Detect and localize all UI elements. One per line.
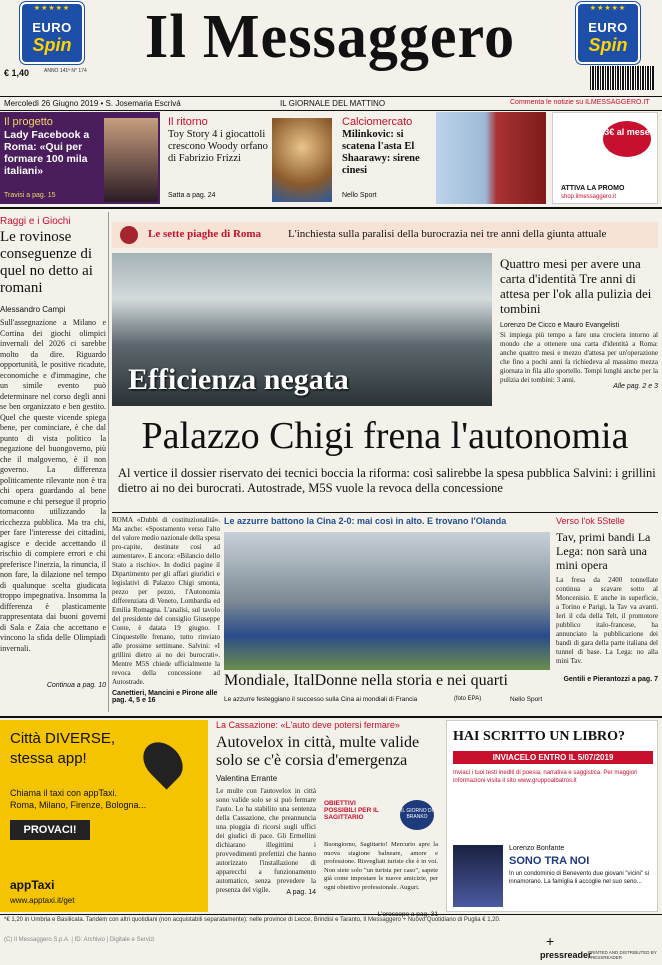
apptaxi-ad[interactable]: Città DIVERSE, stessa app! Chiama il taxi con appTaxi. Roma, Milano, Firenze, Bologna... PROVACI! appTaxi www.apptaxi.it/get — [0, 720, 208, 912]
side-story[interactable]: Quattro mesi per avere una carta d'identità Tre anni di attesa per l'ok alla pulizia dei tombini Lorenzo De Cicco e Mauro Evangelisti Si impiega più tempo a fare una crociera intorno al mondo che a ottenere una carta d'identità a Roma: anche quattro mesi e mezzo d'attesa per un'operazione che fino a pochi anni fa richiedeva al massimo mezza giornata in fila allo sportello. Tempi lunghi anche per la pulizia dei tombini: 3 anni. Alle pag. 2 e 3 — [500, 256, 658, 390]
stars-icon: ★★★★★ — [33, 5, 71, 12]
players-photo — [436, 112, 546, 204]
photo-caption: Efficienza negata — [128, 363, 349, 396]
tav-story[interactable]: Verso l'ok 5Stelle Tav, primi bandi La Lega: non sarà una mini opera La fresa da 2400 tonnellate continua a scavare sotto al Moncenisio. E anche in superficie, a Torino e Parigi, la Tav va avanti. Ieri il cda della Telt, il promotore pubblico italo-francese, ha annunciato la pubblicazione dei bandi di gara della parte italiana del tunnel di base. La Lega: no alla mini Tav. Gentili e Pierantozzi a pag. 7 — [556, 516, 658, 683]
social-link[interactable]: Commenta le notizie su ILMESSAGGERO.IT — [510, 99, 650, 106]
book-cover — [453, 845, 503, 907]
masthead-title: Il Messaggero — [144, 1, 516, 71]
teaser-photo — [104, 118, 158, 202]
subscription-promo[interactable]: 3€ al mese ATTIVA LA PROMO shop.ilmessaggero.it — [552, 112, 658, 204]
price: € 1,40 — [4, 68, 30, 78]
roma-shield-icon — [120, 226, 138, 244]
footer-notes: *€ 1,20 in Umbria e Basilicata. Tandem con altri quotidiani (non acquistabili separatamente): nelle province di Lecce, Brindisi e Taranto, Il Messaggero + Nuovo Quotidiano di Puglia € 1,20. — [4, 917, 501, 923]
left-column-title: Le rovinose conseguenze di quel no detto ai romani — [0, 229, 93, 296]
headline-body: ROMA «Dubbi di costituzionalità». Ma anche: «Spostamento verso l'alto del valore medio nazionale della spesa pro-capite, destinate così ad aumentare». E ancora: «Bilancio dello Stato a rischio». In dodici pagine il Dipartimento per gli affari giuridici e legislativi di Palazzo Chigi smonta, pezzo per pezzo, l'Autonomia differenziata di Veneto, Lombardia ed Emilia Romagna. L'analisi, sul tavolo del presidente del consiglio Giuseppe Conte, è datata 19 giugno. I Cinquestelle frenano, tutto rinviato alle prossime settimane. Salvini: «I grillini dietro ai no dei burocrati». Mentre M5S chiede ufficialmente la revoca della concessione ad Autostrade. Canettieri, Mancini e Pirone alle pag. 4, 5 e 16 — [112, 516, 220, 704]
barcode — [590, 66, 654, 90]
left-column: Raggi e i Giochi Le rovinose conseguenze di quel no detto ai romani Alessandro Campi Sull'assegnazione a Milano e Cortina dei giochi olimpici invernali del 2026 ci sarebbe molto da dire. Riguardo opportunità, le positive ricadute, economiche e d'immagine, che un simile evento può determinare nel corso degli anni se ben organizzato e ben gestito. Quel che queste vicende spiega bene, per cominciare, è che dal punto di vista politico la negazione del buongoverno, più che il malgoverno, è il non governo. La differenza politicamente rilevante non è tra chi opera guardando al bene comune e chi persegue il proprio tornaconto utilizzando la ricchezza pubblica. Ma tra chi, per fare l'interesse dei cittadini, agisce e decide accettando il rischio di compiere errori e chi preferisce l'inerzia, la rinuncia, il non fare, la dilazione nel tempo di qualunque scelta giudicata troppo impegnativa. Insomma la differenza è plasticamente rappresentata dai buoni governi di Sala e Zaia che accettano e vincono la sfida delle Olimpiadi invernali. Continua a pag. 10 — [0, 216, 106, 689]
edition-year: ANNO 141ª N° 174 — [44, 68, 87, 74]
italdonne-photo — [224, 532, 550, 670]
copyright: (C) Il Messaggero S.p.A. | ID: Archivio | Digitale e Servizi — [4, 937, 155, 943]
eurospin-logo-left: ★★★★★ EURO Spin — [20, 2, 84, 64]
horoscope: OBIETTIVI POSSIBILI PER IL SAGITTARIO IL GIORNO DI BRANKO Buongiorno, Sagittario! Mercurio apre la nuova stagione balneare, amore e professione. Risvegliati turiste che è in voi. Non siete solo "un turista per caso", sapete già come impostare le nuove amicizie, per ogni obiettivo professionale. Auguri. — [324, 800, 438, 891]
stars-icon: ★★★★★ — [589, 5, 627, 12]
office-photo — [112, 253, 492, 406]
plus-icon: + — [546, 933, 555, 949]
pressreader-logo: pressreader — [540, 950, 592, 960]
teaser-facebook[interactable]: Il progetto Lady Facebook a Roma: «Qui per formare 100 mila italiani» Travisi a pag. 15 — [0, 112, 160, 204]
autovelox-story[interactable]: La Cassazione: «L'auto deve potersi fermare» Autovelox in città, multe valide solo se c'è corsia d'emergenza Valentina Errante Le multe con l'autovelox in città sono valide solo se si può fermare l'auto. Lo ha stabilito una sentenza della Cassazione, che preannuncia una pioggia di ricorsi sugli uffici dei giudici di pace. Gli Ermellini dichiarano illegittimi i provvedimenti prefettizi che hanno autorizzato l'installazione di apparecchi a funzionamento automatico, senza prevedere la presenza del vigile. A pag. 14 OBIETTIVI POSSIBILI PER IL SAGITTARIO IL GIORNO DI BRANKO Buongiorno, Sagittario! Mercurio apre la nuova stagione balneare, amore e professione. Risvegliati turiste che è in voi. Non siete solo "un turista per caso", sapete già come impostare le nuove amicizie, per ogni obiettivo professionale. Auguri. — [216, 720, 438, 912]
eurospin-logo-right: ★★★★★ EURO Spin — [576, 2, 640, 64]
tagline: IL GIORNALE DEL MATTINO — [280, 99, 386, 108]
sport-story[interactable]: Le azzurre battono la Cina 2-0: mai così in alto. E trovano l'Olanda Mondiale, ItalDonne nella storia e nei quarti Le azzurre festeggiano il successo sulla Cina ai mondiali di Francia (foto EPA) Nello Sport — [224, 516, 550, 712]
headline-subtitle: Al vertice il dossier riservato dei tecnici boccia la riforma: così salirebbe la spesa pubblica Salvini: i grillini dietro ai no dei burocrati. Autostrade, M5S vuole la revoca della concessione — [118, 466, 656, 495]
map-pin-icon — [135, 734, 190, 789]
teaser-toystory[interactable]: Il ritorno Toy Story 4 i giocattoli crescono Woody orfano di Fabrizio Frizzi Satta a pag. 24 — [164, 112, 334, 204]
edition-date: Mercoledì 26 Giugno 2019 • S. Josemaria Escrivá — [4, 99, 181, 108]
teaser-calciomercato[interactable]: Calciomercato Milinkovic: si scatena l'asta El Shaarawy: sirene cinesi Nello Sport — [338, 112, 548, 204]
banner: Le sette piaghe di Roma L'inchiesta sulla paralisi della burocrazia nei tre anni della giunta attuale — [112, 222, 658, 248]
author: Alessandro Campi — [0, 305, 66, 314]
main-headline[interactable]: Palazzo Chigi frena l'autonomia — [141, 415, 629, 457]
provaci-button[interactable]: PROVACI! — [10, 820, 90, 840]
book-ad[interactable]: HAI SCRITTO UN LIBRO? INVIACELO ENTRO IL 5/07/2019 Inviaci i tuoi testi inediti di poesia, narrativa e saggistica. Per maggiori informazioni visita il sito www.gruppoalbatros.it Lorenzo Bonfante SONO TRA NOI In un condominio di Benevento due giovani "vicini" si innamorano. La famiglia li accoglie nel suo seno... — [446, 720, 658, 912]
toystory-photo — [272, 118, 332, 202]
